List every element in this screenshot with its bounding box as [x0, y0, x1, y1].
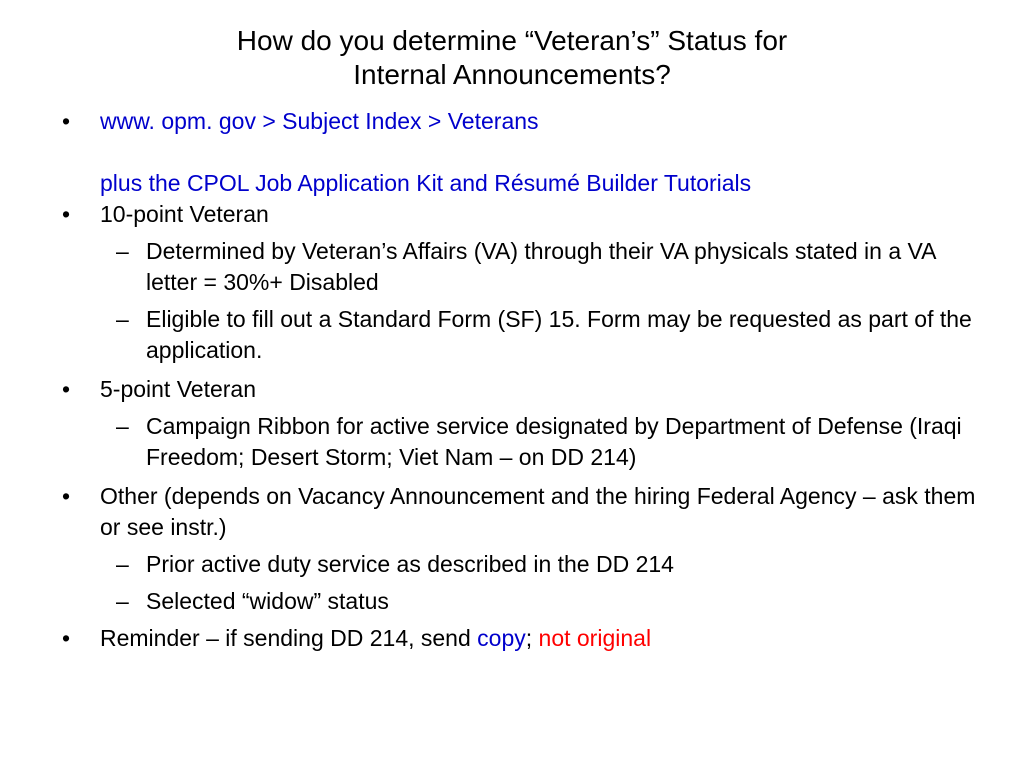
bullet-opm-link — [0, 106, 1024, 137]
dash-marker: – — [116, 413, 129, 439]
dash-marker: – — [116, 551, 129, 577]
reminder-text — [100, 623, 984, 654]
bullet-other — [0, 481, 1024, 543]
reminder-not-original: not original — [538, 625, 652, 651]
bullet-ten-point — [0, 199, 1024, 230]
dash-marker: – — [116, 238, 129, 264]
cpol-tutorials-text: plus the CPOL Job Application Kit and Résumé Builder Tutorials — [100, 170, 752, 196]
bullet-five-point — [0, 374, 1024, 405]
bullet-marker: • — [62, 625, 71, 651]
five-point-text: 5-point Veteran — [100, 376, 257, 402]
dash-marker: – — [116, 306, 129, 332]
bullet-marker: • — [62, 483, 71, 509]
other-active-duty-text: Prior active duty service as described in the DD 214 — [146, 551, 674, 577]
title-line-2: Internal Announcements? — [353, 59, 671, 90]
reminder-copy: copy — [477, 625, 526, 651]
title-line-1: How do you determine “Veteran’s” Status for — [236, 25, 788, 56]
bullet-reminder — [0, 623, 1024, 654]
sub-ten-point-sf15 — [0, 304, 1024, 366]
other-widow-text: Selected “widow” status — [146, 588, 389, 614]
opm-link-note — [0, 168, 1024, 199]
ten-point-text: 10-point Veteran — [100, 201, 269, 227]
ten-point-sf15-text: Eligible to fill out a Standard Form (SF) 15. Form may be requested as part of the application. — [146, 306, 972, 363]
opm-link-text[interactable]: www. opm. gov > Subject Index > Veterans — [100, 108, 539, 134]
dash-marker: – — [116, 588, 129, 614]
other-text: Other (depends on Vacancy Announcement and the hiring Federal Agency – ask them or see instr.) — [100, 483, 976, 540]
bullet-marker: • — [62, 376, 71, 402]
slide-body — [0, 106, 1024, 654]
sub-other-widow — [0, 586, 1024, 617]
sub-five-point-campaign — [0, 411, 1024, 473]
ten-point-va-text: Determined by Veteran’s Affairs (VA) through their VA physicals stated in a VA letter = 30%+ Disabled — [146, 238, 936, 295]
sub-other-active-duty — [0, 549, 1024, 580]
bullet-marker: • — [62, 201, 71, 227]
slide-title — [0, 24, 1024, 92]
five-point-campaign-text: Campaign Ribbon for active service designated by Department of Defense (Iraqi Freedom; Desert Storm; Viet Nam – on DD 214) — [146, 413, 962, 470]
sub-ten-point-va — [0, 236, 1024, 298]
bullet-marker: • — [62, 108, 71, 134]
reminder-prefix: Reminder – if sending DD 214, send — [100, 625, 478, 651]
reminder-separator: ; — [525, 625, 539, 651]
